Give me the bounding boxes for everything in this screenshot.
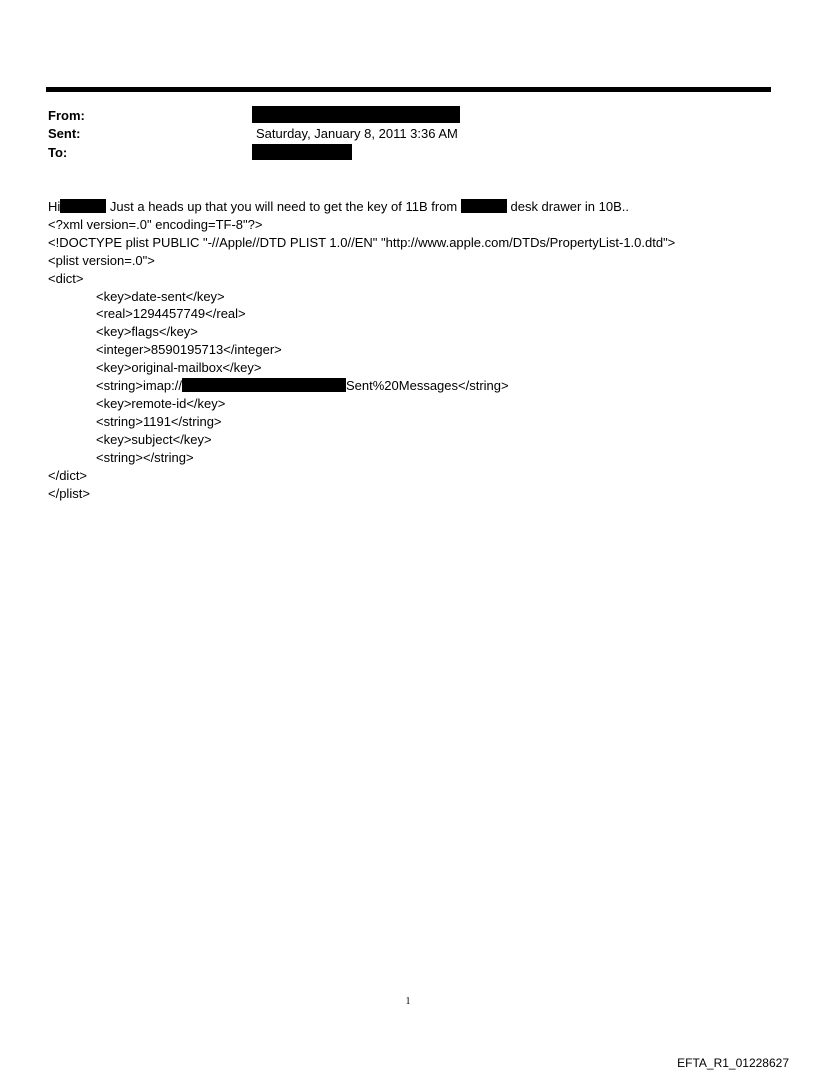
name-redaction	[461, 199, 507, 213]
dict-open: <dict>	[48, 271, 84, 286]
plist-line: <key>remote-id</key>	[96, 396, 226, 411]
bates-number: EFTA_R1_01228627	[677, 1056, 789, 1070]
message-text: Just a heads up that you will need to get the key of 11B from	[106, 199, 461, 214]
page-number: 1	[405, 996, 411, 1007]
plist-close: </plist>	[48, 486, 90, 501]
plist-line: <string></string>	[96, 450, 194, 465]
mailbox-redaction	[182, 378, 346, 392]
plist-line: <key>flags</key>	[96, 324, 198, 339]
greeting: Hi	[48, 199, 61, 214]
doctype-line: <!DOCTYPE plist PUBLIC "-//Apple//DTD PLIST 1.0//EN" "http://www.apple.com/DTDs/PropertyList-1.0.dtd">	[48, 235, 676, 250]
plist-line: <real>1294457749</real>	[96, 306, 246, 321]
to-redaction	[252, 144, 352, 160]
from-label: From:	[48, 108, 85, 123]
plist-line: <string>1191</string>	[96, 414, 222, 429]
message-text-end: desk drawer in 10B..	[506, 199, 629, 214]
plist-line: <integer>8590195713</integer>	[96, 342, 282, 357]
plist-line: <key>original-mailbox</key>	[96, 360, 262, 375]
message-line	[48, 199, 629, 215]
dict-close: </dict>	[48, 468, 88, 483]
mailbox-suffix: Sent%20Messages</string>	[346, 378, 509, 393]
imap-prefix: <string>imap://	[96, 378, 182, 393]
to-label: To:	[48, 145, 68, 160]
sent-label: Sent:	[48, 126, 81, 141]
xml-declaration: <?xml version=.0" encoding=TF-8"?>	[48, 217, 263, 232]
from-redaction	[252, 106, 460, 123]
plist-line-mailbox	[96, 378, 509, 394]
header-rule	[46, 87, 771, 92]
plist-line: <key>date-sent</key>	[96, 289, 225, 304]
plist-line: <key>subject</key>	[96, 432, 212, 447]
sent-value: Saturday, January 8, 2011 3:36 AM	[256, 126, 458, 141]
plist-open: <plist version=.0">	[48, 253, 155, 268]
name-redaction	[60, 199, 106, 213]
